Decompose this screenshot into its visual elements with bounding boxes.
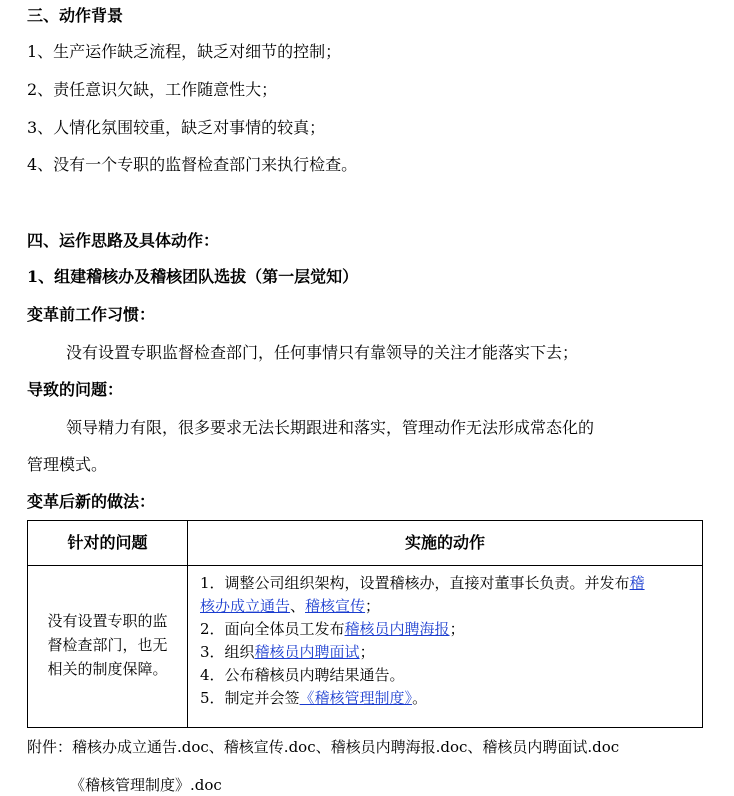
link-audit-promotion[interactable]: 稽核宣传	[305, 597, 366, 615]
section3-item-1: 1、生产运作缺乏流程，缺乏对细节的控制；	[27, 42, 342, 61]
problem-line: 督检查部门，也无	[47, 636, 168, 654]
table-cell-problem	[28, 609, 187, 681]
problem-line: 相关的制度保障。	[47, 660, 168, 678]
attachments-line-2: 《稽核管理制度》.doc	[70, 776, 222, 794]
problem-line: 没有设置专职的监	[47, 612, 168, 630]
section4-subheading: 1、组建稽核办及稽核团队选拔（第一层觉知）	[27, 267, 359, 286]
action-text: 、	[290, 597, 306, 615]
action-text: 3．组织	[200, 643, 255, 661]
link-recruitment-interview[interactable]: 稽核员内聘面试	[254, 643, 360, 661]
action-item-2	[200, 618, 645, 641]
table-header-problem: 针对的问题	[67, 533, 148, 552]
action-text: 1．调整公司组织架构，设置稽核办，直接对董事长负责。并发布	[200, 574, 630, 592]
action-text: ；	[449, 620, 465, 638]
action-item-1	[200, 572, 645, 595]
problem-label: 导致的问题：	[27, 380, 124, 399]
before-label: 变革前工作习惯：	[27, 305, 156, 324]
after-label: 变革后新的做法：	[27, 492, 156, 511]
section3-item-4: 4、没有一个专职的监督检查部门来执行检查。	[27, 155, 358, 174]
section3-item-3: 3、人情化氛围较重，缺乏对事情的较真；	[27, 118, 326, 137]
before-text: 没有设置专职监督检查部门，任何事情只有靠领导的关注才能落实下去；	[66, 343, 579, 362]
link-recruitment-poster[interactable]: 稽核员内聘海报	[344, 620, 450, 638]
action-item-1-cont	[200, 595, 645, 618]
action-text: ；	[359, 643, 375, 661]
actions-table	[27, 520, 703, 728]
link-audit-office-notice[interactable]: 稽	[629, 574, 645, 592]
action-item-4: 4．公布稽核员内聘结果通告。	[200, 666, 405, 684]
section4-heading: 四、运作思路及具体动作：	[27, 231, 220, 250]
link-audit-regulations[interactable]: 《稽核管理制度》	[299, 689, 413, 707]
section3-item-2: 2、责任意识欠缺，工作随意性大；	[27, 80, 278, 99]
link-audit-office-notice[interactable]: 核办成立通告	[200, 597, 291, 615]
action-item-5	[200, 687, 645, 710]
action-text: 。	[412, 689, 428, 707]
table-header-actions: 实施的动作	[404, 533, 485, 552]
action-item-3	[200, 641, 645, 664]
section3-heading: 三、动作背景	[27, 6, 124, 25]
table-cell-actions	[200, 572, 645, 710]
problem-text-line-1: 领导精力有限，很多要求无法长期跟进和落实，管理动作无法形成常态化的	[66, 418, 595, 437]
action-text: 5．制定并会签	[200, 689, 300, 707]
action-text: 2．面向全体员工发布	[200, 620, 345, 638]
table-header-divider	[28, 565, 702, 566]
attachments-line-1: 附件：稽核办成立通告.doc、稽核宣传.doc、稽核员内聘海报.doc、稽核员内聘面试.doc	[27, 738, 620, 756]
action-text: ；	[365, 597, 381, 615]
problem-text-line-2: 管理模式。	[27, 455, 108, 474]
